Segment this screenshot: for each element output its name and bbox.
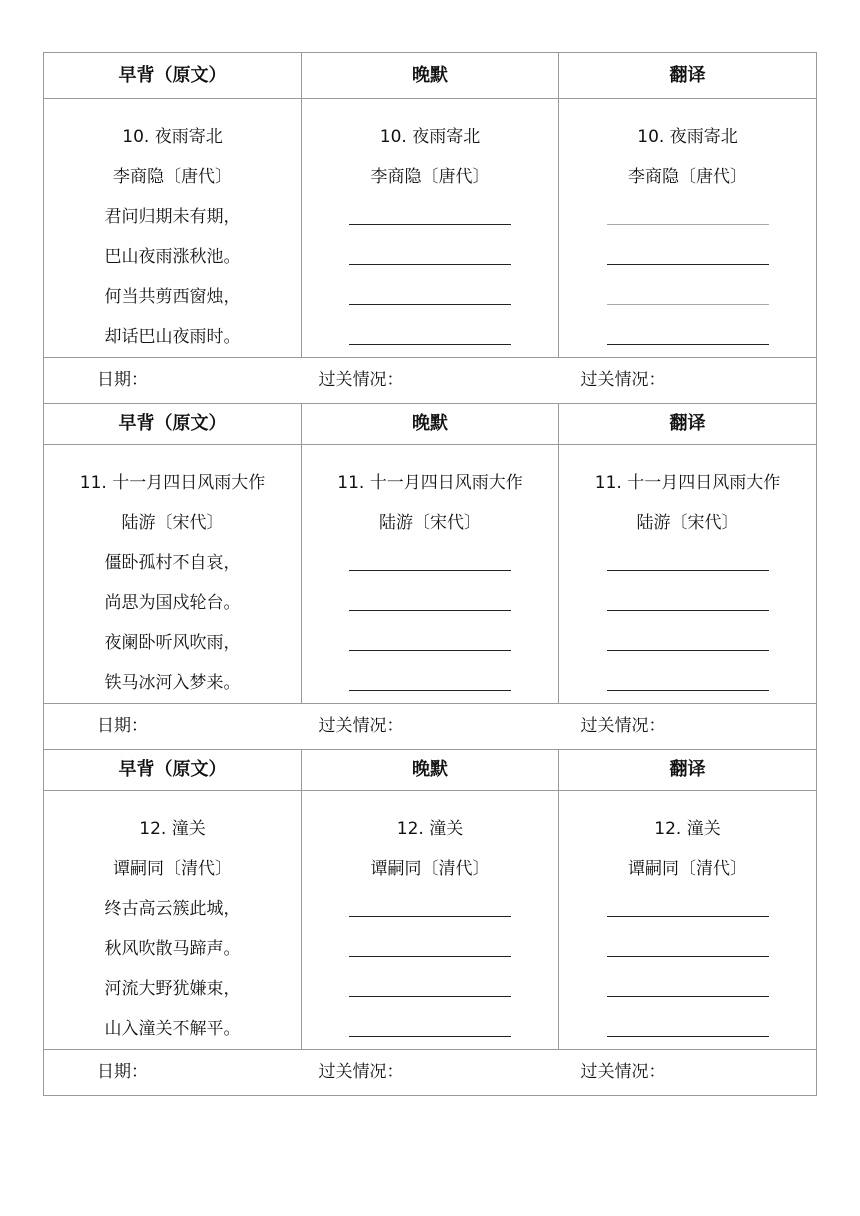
poem-line: 巴山夜雨涨秋池。: [104, 247, 241, 267]
poem-line: 夜阑卧听风吹雨，: [104, 633, 241, 653]
date-label: 日期：: [44, 1050, 302, 1096]
date-label: 日期：: [44, 358, 302, 404]
translation-cell: [559, 445, 817, 704]
dictation-cell: [302, 445, 559, 704]
blank-line[interactable]: [349, 317, 511, 357]
blank-line[interactable]: [607, 317, 769, 357]
poem-title: 12. 潼关: [396, 819, 464, 839]
poem-author: 谭嗣同〔清代〕: [628, 859, 747, 879]
poem-author: 李商隐〔唐代〕: [628, 167, 747, 187]
blank-line[interactable]: [607, 277, 769, 317]
poem-author: 谭嗣同〔清代〕: [113, 859, 232, 879]
header-evening-dictation: 晚默: [302, 404, 559, 445]
translation-status-label: 过关情况：: [559, 1050, 817, 1096]
blank-line[interactable]: [607, 543, 769, 583]
poem-line: 僵卧孤村不自哀，: [104, 553, 241, 573]
translation-cell: [559, 99, 817, 358]
header-row: [44, 750, 817, 791]
blank-line[interactable]: [349, 583, 511, 623]
poem-row: [44, 445, 817, 704]
header-morning-recite: 早背（原文）: [44, 750, 302, 791]
blank-line[interactable]: [349, 969, 511, 1009]
footer-row: [44, 1050, 817, 1096]
header-morning-recite: 早背（原文）: [44, 53, 302, 99]
poem-line: 铁马冰河入梦来。: [104, 673, 241, 693]
poem-row: [44, 791, 817, 1050]
recitation-table: [43, 52, 817, 1096]
original-text-cell: [44, 445, 302, 704]
blank-line[interactable]: [349, 889, 511, 929]
poem-author: 谭嗣同〔清代〕: [370, 859, 490, 879]
poem-line: 尚思为国戍轮台。: [104, 593, 241, 613]
poem-author: 李商隐〔唐代〕: [113, 167, 232, 187]
header-evening-dictation: 晚默: [302, 53, 559, 99]
poem-title: 11. 十一月四日风雨大作: [594, 473, 781, 493]
dictation-cell: [302, 99, 559, 358]
translation-status-label: 过关情况：: [559, 358, 817, 404]
poem-title: 12. 潼关: [139, 819, 206, 839]
header-row: [44, 404, 817, 445]
translation-cell: [559, 791, 817, 1050]
blank-line[interactable]: [349, 277, 511, 317]
header-evening-dictation: 晚默: [302, 750, 559, 791]
blank-line[interactable]: [349, 237, 511, 277]
blank-line[interactable]: [607, 889, 769, 929]
poem-title: 10. 夜雨寄北: [122, 127, 223, 147]
evening-status-label: 过关情况：: [302, 1050, 559, 1096]
poem-row: [44, 99, 817, 358]
poem-author: 李商隐〔唐代〕: [370, 167, 490, 187]
poem-title: 10. 夜雨寄北: [637, 127, 738, 147]
blank-line[interactable]: [607, 969, 769, 1009]
header-translation: 翻译: [559, 53, 817, 99]
dictation-cell: [302, 791, 559, 1050]
original-text-cell: [44, 99, 302, 358]
original-text-cell: [44, 791, 302, 1050]
poem-author: 陆游〔宋代〕: [636, 513, 739, 533]
header-morning-recite: 早背（原文）: [44, 404, 302, 445]
poem-line: 却话巴山夜雨时。: [104, 327, 241, 347]
poem-author: 陆游〔宋代〕: [379, 513, 481, 533]
blank-line[interactable]: [349, 623, 511, 663]
blank-line[interactable]: [607, 663, 769, 703]
date-label: 日期：: [44, 704, 302, 750]
blank-line[interactable]: [607, 623, 769, 663]
poem-line: 君问归期未有期，: [104, 207, 241, 227]
evening-status-label: 过关情况：: [302, 704, 559, 750]
poem-title: 11. 十一月四日风雨大作: [79, 473, 266, 493]
recitation-sheet: [43, 52, 816, 1096]
blank-line[interactable]: [349, 929, 511, 969]
blank-line[interactable]: [607, 237, 769, 277]
poem-line: 何当共剪西窗烛，: [104, 287, 241, 307]
poem-line: 终古高云簇此城，: [104, 899, 241, 919]
blank-line[interactable]: [607, 197, 769, 237]
header-translation: 翻译: [559, 404, 817, 445]
blank-line[interactable]: [607, 929, 769, 969]
translation-status-label: 过关情况：: [559, 704, 817, 750]
header-translation: 翻译: [559, 750, 817, 791]
poem-author: 陆游〔宋代〕: [121, 513, 224, 533]
footer-row: [44, 704, 817, 750]
footer-row: [44, 358, 817, 404]
poem-title: 11. 十一月四日风雨大作: [337, 473, 523, 493]
evening-status-label: 过关情况：: [302, 358, 559, 404]
blank-line[interactable]: [349, 663, 511, 703]
poem-title: 12. 潼关: [654, 819, 721, 839]
blank-line[interactable]: [349, 1009, 511, 1049]
poem-line: 秋风吹散马蹄声。: [104, 939, 241, 959]
poem-line: 山入潼关不解平。: [104, 1019, 241, 1039]
header-row: [44, 53, 817, 99]
blank-line[interactable]: [607, 1009, 769, 1049]
blank-line[interactable]: [349, 197, 511, 237]
blank-line[interactable]: [349, 543, 511, 583]
poem-title: 10. 夜雨寄北: [379, 127, 481, 147]
poem-line: 河流大野犹嫌束，: [104, 979, 241, 999]
blank-line[interactable]: [607, 583, 769, 623]
